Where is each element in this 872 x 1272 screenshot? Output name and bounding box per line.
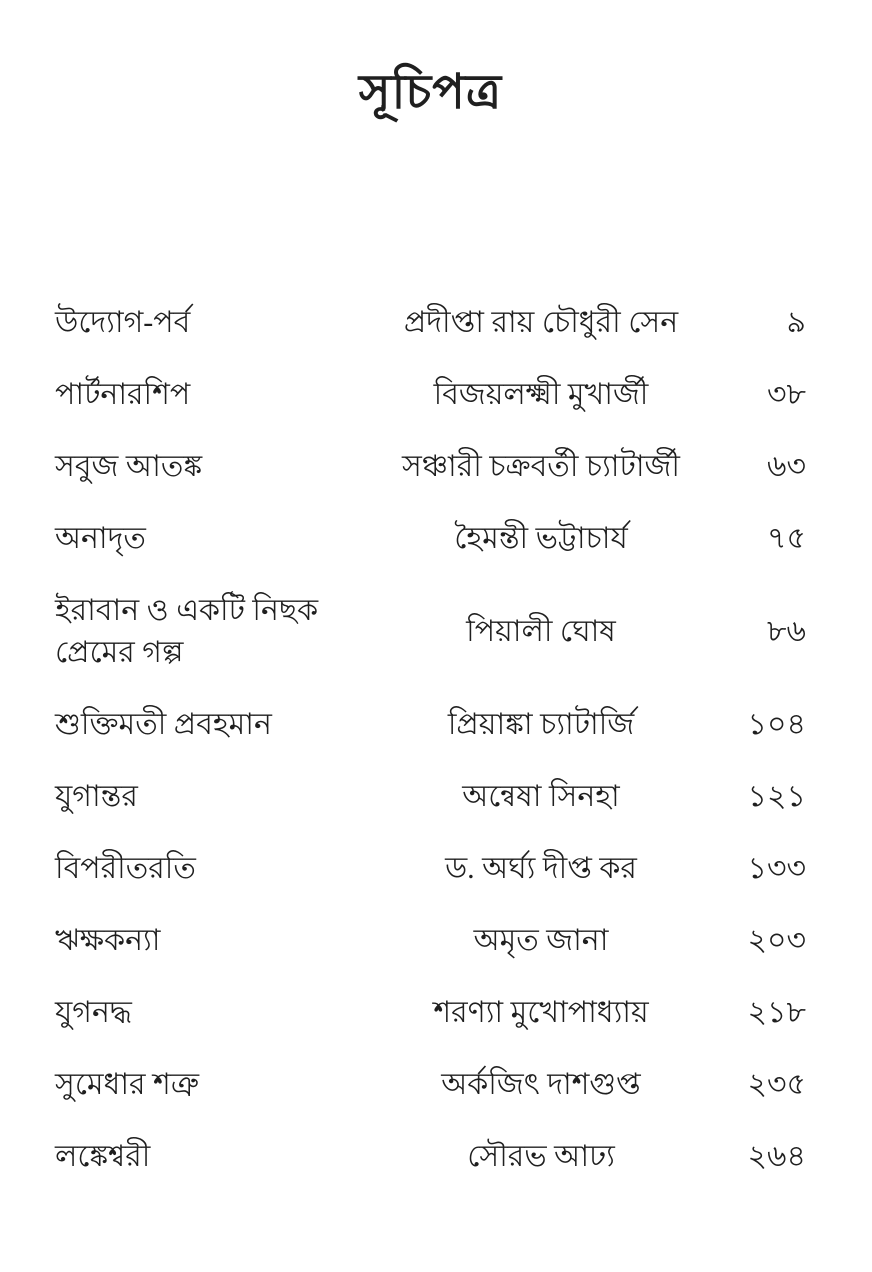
story-author: সৌরভ আঢ্য (467, 1140, 615, 1173)
story-author: প্রদীপ্তা রায় চৌধুরী সেন (403, 306, 679, 339)
story-author: পিয়ালী ঘোষ (466, 615, 616, 648)
table-of-contents (55, 302, 806, 1178)
toc-row (55, 920, 806, 962)
story-title: বিপরীতরতি (55, 852, 196, 885)
story-page-number: ২০৩ (747, 924, 806, 957)
toc-row (55, 446, 806, 488)
story-author: অন্বেষা সিনহা (462, 780, 620, 813)
story-author: সঞ্চারী চক্রবর্তী চ্যাটার্জী (402, 450, 680, 483)
story-title: শুক্তিমতী প্রবহমান (55, 708, 272, 741)
toc-row (55, 1136, 806, 1178)
story-title: যুগান্তর (55, 780, 138, 813)
story-page-number: ৮৬ (767, 615, 806, 648)
toc-row (55, 302, 806, 344)
story-page-number: ৩৮ (767, 378, 806, 411)
story-title: উদ্যোগ-পর্ব (55, 306, 191, 339)
story-page-number: ২৩৫ (747, 1068, 806, 1101)
toc-row (55, 848, 806, 890)
story-page-number: ৬৩ (766, 450, 806, 483)
story-title: পার্টনারশিপ (55, 378, 191, 411)
toc-row (55, 992, 806, 1034)
toc-row (55, 518, 806, 560)
story-author: হৈমন্তী ভট্টাচার্য (454, 522, 628, 555)
story-author: ড. অর্ঘ্য দীপ্ত কর (445, 852, 637, 885)
toc-row (55, 776, 806, 818)
story-title: যুগনদ্ধ (55, 996, 132, 1029)
story-title: ইরাবান ও একটি নিছক প্রেমের গল্প (55, 594, 319, 669)
story-title: সবুজ আতঙ্ক (55, 450, 203, 483)
story-author: শরণ্যা মুখোপাধ্যায় (433, 996, 649, 1029)
story-title: লঙ্কেশ্বরী (55, 1140, 151, 1173)
story-author: প্রিয়াঙ্কা চ্যাটার্জি (447, 708, 635, 741)
story-page-number: ২৬৪ (747, 1140, 806, 1173)
toc-row (55, 1064, 806, 1106)
toc-row (55, 704, 806, 746)
story-author: অমৃত জানা (473, 924, 609, 957)
toc-row (55, 374, 806, 416)
page-title: সূচিপত্র (358, 66, 503, 119)
story-page-number: ২১৮ (747, 996, 806, 1029)
story-page-number: ১২১ (747, 780, 806, 813)
story-page-number: ১৩৩ (747, 852, 806, 885)
story-title: অনাদৃত (55, 522, 146, 555)
story-author: অর্কজিৎ দাশগুপ্ত (441, 1068, 641, 1101)
toc-row (55, 590, 806, 674)
story-page-number: ৭৫ (767, 522, 806, 555)
story-title: ঋক্ষকন্যা (55, 924, 161, 957)
story-title: সুমেধার শত্রু (55, 1068, 200, 1101)
story-author: বিজয়লক্ষ্মী মুখার্জী (433, 378, 649, 411)
story-page-number: ৯ (786, 306, 806, 339)
story-page-number: ১০৪ (747, 708, 806, 741)
